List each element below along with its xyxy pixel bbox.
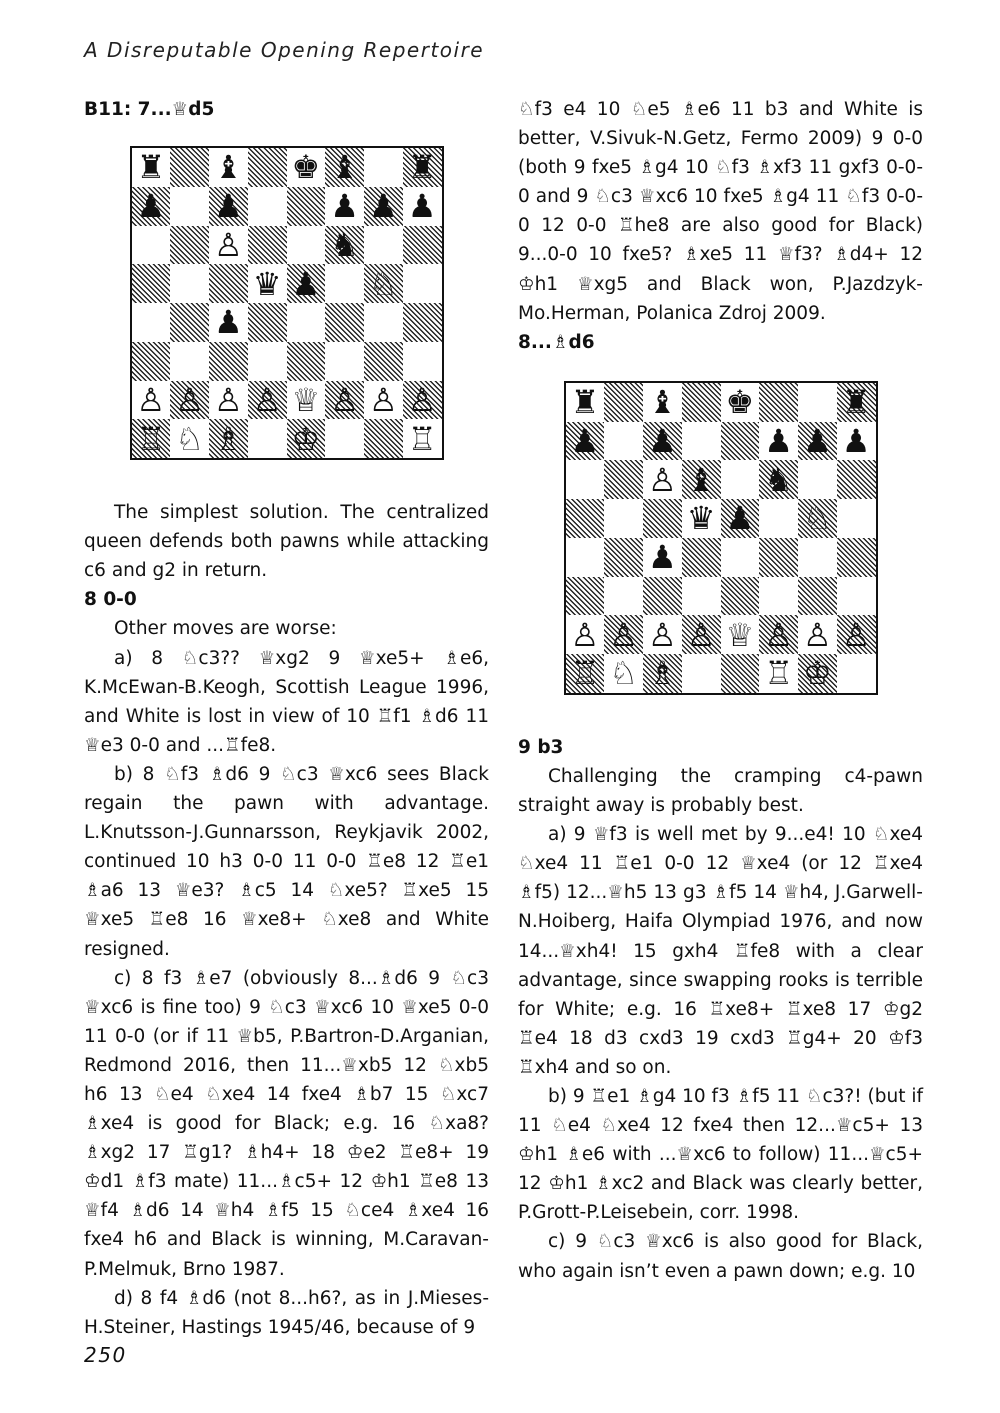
board-square	[248, 148, 287, 187]
board-square	[287, 303, 326, 342]
board-square	[682, 654, 721, 693]
board-square	[403, 381, 442, 420]
white-pawn-icon: ♙	[648, 460, 677, 499]
black-bishop-icon: ♝	[686, 460, 716, 499]
board-square	[759, 422, 798, 461]
board-square	[364, 226, 403, 265]
board-square	[798, 460, 837, 499]
board-square	[248, 381, 287, 420]
board-square	[721, 383, 760, 422]
white-rook-icon: ♖	[407, 419, 437, 458]
white-king-icon: ♔	[803, 654, 832, 693]
black-pawn-icon: ♟	[648, 421, 677, 460]
board-square	[364, 419, 403, 458]
board-square	[837, 538, 876, 577]
board-square	[604, 654, 643, 693]
white-king-icon: ♔	[291, 419, 321, 458]
board-square	[287, 342, 326, 381]
white-pawn-icon: ♙	[764, 615, 793, 654]
board-square	[721, 577, 760, 616]
board-square	[682, 499, 721, 538]
board-square	[682, 538, 721, 577]
white-pawn-icon: ♙	[330, 380, 359, 419]
black-bishop-icon: ♝	[648, 383, 677, 422]
board-square	[209, 381, 248, 420]
board-square	[209, 419, 248, 458]
board-square	[132, 264, 171, 303]
board-square	[643, 383, 682, 422]
board-square	[798, 577, 837, 616]
chess-diagram-left	[130, 146, 444, 460]
board-square	[248, 226, 287, 265]
paragraph: b) 9 ♖e1 ♗g4 10 f3 ♗f5 11 ♘c3?! (but if 11 ♘e4 ♘xe4 12 fxe4 then 12...♕c5+ 13 ♔h1 ♗e6 with ...♕xc6 to follow) 11...♕c5+ 12 ♔h1 ♗xc2 and Black was clearly better, P.Grott-P.Leisebein, corr. 1998.	[518, 1085, 923, 1224]
white-knight-icon: ♘	[609, 654, 638, 693]
board-square	[248, 342, 287, 381]
board-square	[209, 148, 248, 187]
board-square	[566, 383, 605, 422]
black-bishop-icon: ♝	[214, 148, 243, 187]
board-square	[364, 303, 403, 342]
board-square	[566, 460, 605, 499]
board-square	[798, 538, 837, 577]
board-square	[643, 499, 682, 538]
white-rook-icon: ♖	[764, 654, 793, 693]
board-square	[170, 264, 209, 303]
board-square	[403, 226, 442, 265]
paragraph: a) 9 ♕f3 is well met by 9...e4! 10 ♘xe4 ♘xe4 11 ♖e1 0-0 12 ♕xe4 (or 12 ♖xe4 ♗f5) 12...♕h5 13 g3 ♗f5 14 ♕h4, J.Garwell-N.Hoiberg, Haifa Olympiad 1976, and now 14...♕xh4! 15 gxh4 ♖fe8 with a clear advantage, since swapping rooks is terrible for White; e.g. 16 ♖xe8+ ♖xe8 17 ♔g2 ♖e4 18 d3 cxd3 19 cxd3 ♖g4+ 20 ♔f3 ♖xh4 and so on.	[518, 824, 923, 1078]
board-square	[403, 264, 442, 303]
board-square	[837, 615, 876, 654]
board-square	[132, 381, 171, 420]
board-square	[643, 615, 682, 654]
board-square	[837, 383, 876, 422]
white-pawn-icon: ♙	[175, 380, 204, 419]
board-square	[721, 538, 760, 577]
white-pawn-icon: ♙	[407, 380, 437, 419]
board-square	[248, 264, 287, 303]
white-knight-icon: ♘	[803, 499, 832, 538]
board-square	[759, 383, 798, 422]
board-square	[325, 148, 364, 187]
black-pawn-icon: ♟	[330, 187, 359, 226]
board-square	[170, 226, 209, 265]
black-king-icon: ♚	[291, 148, 321, 187]
board-square	[604, 615, 643, 654]
board-square	[798, 499, 837, 538]
board-square	[759, 615, 798, 654]
white-pawn-icon: ♙	[803, 615, 832, 654]
board-square	[721, 422, 760, 461]
board-square	[759, 577, 798, 616]
right-column	[518, 95, 923, 1286]
board-square	[604, 460, 643, 499]
board-square	[566, 615, 605, 654]
board-square	[325, 419, 364, 458]
board-square	[287, 419, 326, 458]
board-square	[721, 654, 760, 693]
white-pawn-icon: ♙	[841, 615, 871, 654]
board-square	[721, 499, 760, 538]
white-rook-icon: ♖	[136, 419, 166, 458]
board-square	[287, 264, 326, 303]
board-square	[403, 342, 442, 381]
white-rook-icon: ♖	[570, 654, 600, 693]
white-bishop-icon: ♗	[214, 419, 243, 458]
board-square	[604, 499, 643, 538]
board-square	[325, 226, 364, 265]
paragraph: c) 9 ♘c3 ♕xc6 is also good for Black, who again isn’t even a pawn down; e.g. 10	[518, 1231, 923, 1282]
white-pawn-icon: ♙	[136, 380, 166, 419]
board-square	[837, 577, 876, 616]
board-square	[566, 577, 605, 616]
black-rook-icon: ♜	[136, 148, 166, 187]
board-square	[325, 342, 364, 381]
board-square	[287, 187, 326, 226]
board-square	[209, 264, 248, 303]
section-heading: B11: 7...♕d5	[84, 99, 215, 120]
board-square	[325, 264, 364, 303]
move-heading: 8...♗d6	[518, 331, 595, 353]
black-pawn-icon: ♟	[841, 421, 871, 460]
board-square	[209, 226, 248, 265]
paragraph: a) 8 ♘c3?? ♕xg2 9 ♕xe5+ ♗e6, K.McEwan-B.Keogh, Scottish League 1996, and White is lost in view of 10 ♖f1 ♗d6 11 ♕e3 0-0 and ...♖fe8.	[84, 647, 489, 756]
white-pawn-icon: ♙	[686, 615, 716, 654]
board-square	[364, 187, 403, 226]
black-pawn-icon: ♟	[803, 421, 832, 460]
board-square	[682, 422, 721, 461]
board-square	[209, 303, 248, 342]
black-rook-icon: ♜	[570, 383, 600, 422]
black-rook-icon: ♜	[407, 148, 437, 187]
board-square	[566, 499, 605, 538]
black-pawn-icon: ♟	[407, 187, 437, 226]
board-square	[759, 538, 798, 577]
board-square	[759, 654, 798, 693]
white-pawn-icon: ♙	[369, 380, 398, 419]
board-square	[643, 422, 682, 461]
board-square	[798, 383, 837, 422]
board-square	[403, 419, 442, 458]
board-square	[604, 577, 643, 616]
board-square	[643, 538, 682, 577]
board-square	[209, 342, 248, 381]
board-square	[132, 226, 171, 265]
board-square	[364, 264, 403, 303]
board-square	[325, 303, 364, 342]
board-square	[287, 226, 326, 265]
white-pawn-icon: ♙	[648, 615, 677, 654]
board-square	[132, 303, 171, 342]
board-square	[364, 148, 403, 187]
board-square	[604, 538, 643, 577]
black-queen-icon: ♛	[686, 499, 716, 538]
white-pawn-icon: ♙	[570, 615, 600, 654]
board-square	[248, 187, 287, 226]
board-square	[566, 538, 605, 577]
paragraph: b) 8 ♘f3 ♗d6 9 ♘c3 ♕xc6 sees Black regain the pawn with advantage. L.Knutsson-J.Gunnarsson, Reykjavik 2002, continued 10 h3 0-0 11 0-0 ♖e8 12 ♖e1 ♗a6 13 ♕e3? ♗c5 14 ♘xe5? ♖xe5 15 ♕xe5 ♖e8 16 ♕xe8+ ♘xe8 and White resigned.	[84, 763, 489, 960]
board-square	[759, 460, 798, 499]
black-pawn-icon: ♟	[648, 538, 677, 577]
board-square	[209, 187, 248, 226]
board-square	[721, 460, 760, 499]
board-square	[132, 187, 171, 226]
paragraph: ♘f3 e4 10 ♘e5 ♗e6 11 b3 and White is better, V.Sivuk-N.Getz, Fermo 2009) 9 0-0 (both 9 fxe5 ♗g4 10 ♘f3 ♗xf3 11 gxf3 0-0-0 and 9 ♘c3 ♕xc6 10 fxe5 ♗g4 11 ♘f3 0-0-0 12 0-0 ♖he8 are also good for Black) 9...0-0 10 fxe5? ♗xe5 11 ♕f3? ♗d4+ 12 ♔h1 ♕xg5 and Black won, P.Jazdzyk-Mo.Herman, Polanica Zdroj 2009.	[518, 99, 923, 324]
board-square	[837, 422, 876, 461]
white-pawn-icon: ♙	[609, 615, 638, 654]
board-square	[170, 342, 209, 381]
white-knight-icon: ♘	[369, 264, 398, 303]
white-pawn-icon: ♙	[252, 380, 282, 419]
white-queen-icon: ♕	[725, 615, 755, 654]
board-square	[682, 383, 721, 422]
black-knight-icon: ♞	[330, 225, 359, 264]
paragraph: Challenging the cramping c4-pawn straight away is probably best.	[518, 765, 923, 817]
board-square	[248, 419, 287, 458]
board-square	[325, 187, 364, 226]
move-heading: 8 0-0	[84, 589, 137, 611]
board-square	[759, 499, 798, 538]
running-title: A Disreputable Opening Repertoire	[84, 38, 485, 62]
board-square	[798, 615, 837, 654]
black-knight-icon: ♞	[764, 460, 793, 499]
paragraph: The simplest solution. The centralized queen defends both pawns while attacking c6 and g2 in return.	[84, 502, 489, 582]
paragraph: Other moves are worse:	[114, 618, 337, 640]
board-square	[403, 303, 442, 342]
black-pawn-icon: ♟	[214, 187, 243, 226]
paragraph: d) 8 f4 ♗d6 (not 8...h6?, as in J.Mieses-H.Steiner, Hastings 1945/46, because of 9	[84, 1287, 489, 1338]
board-square	[132, 148, 171, 187]
black-rook-icon: ♜	[841, 383, 871, 422]
white-pawn-icon: ♙	[214, 380, 243, 419]
black-pawn-icon: ♟	[291, 264, 321, 303]
paragraph: c) 8 f3 ♗e7 (obviously 8...♗d6 9 ♘c3 ♕xc6 is fine too) 9 ♘c3 ♕xc6 10 ♕xe5 0-0 11 0-0 (or if 11 ♕b5, P.Bartron-D.Arganian, Redmond 2016, then 11...♕xb5 12 ♘xb5 h6 13 ♘e4 ♘xe4 14 fxe4 ♗b7 15 ♘xc7 ♗xe4 is good for Black; e.g. 16 ♘xa8? ♗xg2 17 ♖g1? ♗h4+ 18 ♔e2 ♖e8+ 19 ♔d1 ♗f3 mate) 11...♗c5+ 12 ♔h1 ♖e8 13 ♕f4 ♗d6 14 ♕h4 ♗f5 15 ♘ce4 ♗xe4 16 fxe4 h6 and Black is winning, M.Caravan-P.Melmuk, Brno 1987.	[84, 967, 489, 1280]
black-pawn-icon: ♟	[570, 421, 600, 460]
black-pawn-icon: ♟	[369, 187, 398, 226]
board-square	[643, 577, 682, 616]
board-square	[325, 381, 364, 420]
board-square	[643, 654, 682, 693]
black-queen-icon: ♛	[252, 264, 282, 303]
black-pawn-icon: ♟	[136, 187, 166, 226]
board-square	[721, 615, 760, 654]
board-square	[682, 577, 721, 616]
board-square	[682, 460, 721, 499]
board-square	[248, 303, 287, 342]
board-square	[566, 654, 605, 693]
board-square	[837, 654, 876, 693]
board-square	[798, 654, 837, 693]
black-pawn-icon: ♟	[214, 303, 243, 342]
board-square	[170, 419, 209, 458]
board-square	[170, 187, 209, 226]
black-bishop-icon: ♝	[330, 148, 359, 187]
white-queen-icon: ♕	[291, 380, 321, 419]
left-column	[84, 95, 489, 1342]
board-square	[364, 342, 403, 381]
black-pawn-icon: ♟	[725, 499, 755, 538]
board-square	[798, 422, 837, 461]
board-square	[837, 499, 876, 538]
board-square	[170, 148, 209, 187]
board-square	[287, 381, 326, 420]
white-pawn-icon: ♙	[214, 225, 243, 264]
board-square	[287, 148, 326, 187]
page-number: 250	[84, 1343, 127, 1367]
board-square	[643, 460, 682, 499]
board-square	[132, 342, 171, 381]
white-bishop-icon: ♗	[648, 654, 677, 693]
black-king-icon: ♚	[725, 383, 755, 422]
board-square	[682, 615, 721, 654]
board-square	[403, 187, 442, 226]
board-square	[132, 419, 171, 458]
board-square	[364, 381, 403, 420]
board-square	[604, 422, 643, 461]
move-heading: 9 b3	[518, 736, 564, 758]
board-square	[566, 422, 605, 461]
board-square	[170, 381, 209, 420]
board-square	[403, 148, 442, 187]
board-square	[837, 460, 876, 499]
board-square	[170, 303, 209, 342]
black-pawn-icon: ♟	[764, 421, 793, 460]
white-knight-icon: ♘	[175, 419, 204, 458]
board-square	[604, 383, 643, 422]
chess-diagram-right	[564, 381, 878, 695]
